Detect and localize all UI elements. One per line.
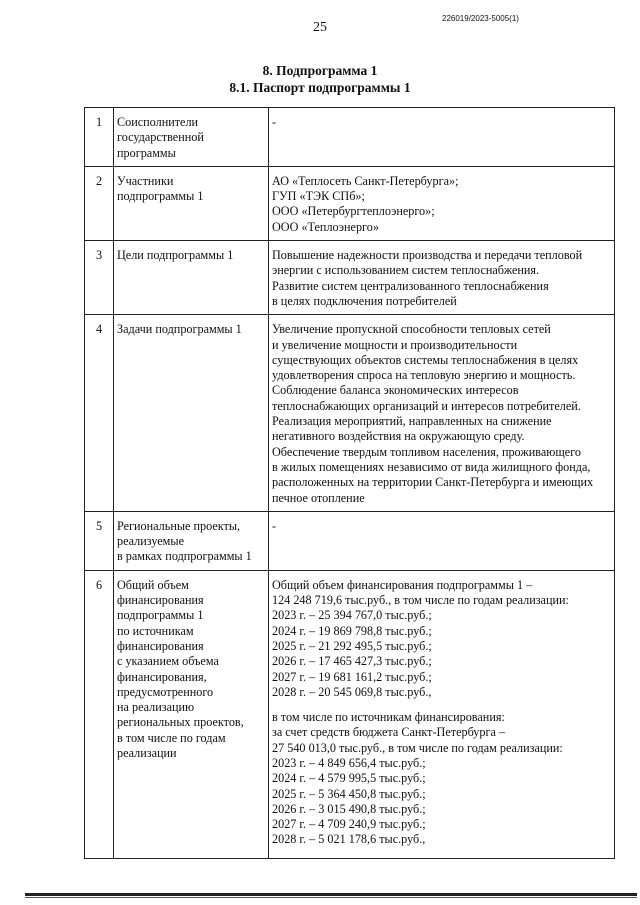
bottom-border-line (25, 897, 637, 898)
row-content (269, 315, 615, 512)
content-line: Реализация мероприятий, направленных на снижение (272, 414, 552, 429)
content-line: в том числе по источникам финансирования: (272, 710, 505, 725)
content-line: 124 248 719,6 тыс.руб., в том числе по годам реализации: (272, 593, 569, 608)
content-line: за счет средств бюджета Санкт-Петербурга – (272, 725, 506, 740)
document-id: 226019/2023-5005(1) (442, 14, 519, 23)
label-line: финансирования (117, 638, 204, 653)
label-line: Общий объем (117, 577, 189, 592)
row-number: 3 (85, 241, 114, 315)
label-line: Цели подпрограммы 1 (117, 248, 234, 263)
row-content (269, 511, 615, 570)
row-content (269, 108, 615, 167)
label-line: в том числе по годам (117, 730, 226, 745)
paragraph-gap (272, 700, 611, 710)
label-line: реализации (117, 745, 177, 760)
label-line: Задачи подпрограммы 1 (117, 322, 242, 337)
label-line: государственной (117, 130, 204, 145)
content-line: 2023 г. – 4 849 656,4 тыс.руб.; (272, 755, 426, 770)
label-line: предусмотренного (117, 684, 214, 699)
content-line: 2026 г. – 17 465 427,3 тыс.руб.; (272, 654, 432, 669)
row-label (114, 241, 269, 315)
table-row (85, 511, 615, 570)
content-line: 2028 г. – 5 021 178,6 тыс.руб., (272, 832, 426, 847)
label-line: Соисполнители (117, 115, 199, 129)
content-line: 2026 г. – 3 015 490,8 тыс.руб.; (272, 801, 426, 816)
content-line: 2025 г. – 21 292 495,5 тыс.руб.; (272, 638, 432, 653)
table-row (85, 315, 615, 512)
content-line: - (272, 518, 277, 533)
content-line: Общий объем финансирования подпрограммы 1 – (272, 577, 533, 592)
label-line: подпрограммы 1 (117, 608, 204, 623)
row-label (114, 108, 269, 167)
content-line: существующих объектов системы теплоснабжения в целях (272, 352, 579, 367)
content-line: удовлетворения спроса на тепловую энергию и мощность. (272, 368, 576, 383)
label-line: подпрограммы 1 (117, 189, 204, 204)
content-line: - (272, 115, 277, 129)
label-line: с указанием объема (117, 654, 219, 669)
content-line: 2023 г. – 25 394 767,0 тыс.руб.; (272, 608, 432, 623)
bottom-border-line (25, 893, 637, 896)
content-line: 2027 г. – 19 681 161,2 тыс.руб.; (272, 669, 432, 684)
table-row (85, 108, 615, 167)
content-line: Развитие систем централизованного теплоснабжения (272, 278, 549, 293)
row-number: 1 (85, 108, 114, 167)
passport-table (84, 107, 615, 859)
row-label (114, 511, 269, 570)
content-line: Увеличение пропускной способности тепловых сетей (272, 322, 551, 337)
content-line: АО «Теплосеть Санкт-Петербурга»; (272, 173, 459, 188)
page-number: 25 (313, 20, 327, 35)
content-line: Повышение надежности производства и передачи тепловой (272, 248, 583, 263)
row-number: 5 (85, 511, 114, 570)
content-line: в целях подключения потребителей (272, 293, 457, 308)
content-line: 2028 г. – 20 545 069,8 тыс.руб., (272, 684, 432, 699)
content-line: в жилых помещениях независимо от вида жилищного фонда, (272, 459, 591, 474)
table-row (85, 570, 615, 858)
content-line: теплоснабжающих организаций и интересов потребителей. (272, 398, 581, 413)
label-line: финансирования, (117, 669, 207, 684)
table-row (85, 166, 615, 240)
content-line: и увеличение мощности и производительности (272, 337, 518, 352)
content-line: негативного воздействия на окружающую среду. (272, 429, 525, 444)
section-title: 8. Подпрограмма 1 (262, 63, 378, 78)
content-line: 2025 г. – 5 364 450,8 тыс.руб.; (272, 786, 426, 801)
content-line: ООО «Теплоэнерго» (272, 219, 379, 234)
content-line: Обеспечение твердым топливом населения, проживающего (272, 444, 581, 459)
content-line: ГУП «ТЭК СПб»; (272, 189, 365, 204)
subsection-title: 8.1. Паспорт подпрограммы 1 (229, 80, 411, 95)
row-number: 2 (85, 166, 114, 240)
label-line: финансирования (117, 593, 204, 608)
label-line: региональных проектов, (117, 715, 244, 730)
label-line: на реализацию (117, 700, 195, 715)
row-content (269, 166, 615, 240)
row-content (269, 570, 615, 858)
label-line: в рамках подпрограммы 1 (117, 549, 252, 564)
row-number: 4 (85, 315, 114, 512)
content-line: энергии с использованием систем теплоснабжения. (272, 263, 540, 278)
content-line: расположенных на территории Санкт-Петербурга и имеющих (272, 475, 594, 490)
label-line: Региональные проекты, (117, 518, 241, 533)
label-line: реализуемые (117, 534, 184, 549)
content-line: 2024 г. – 4 579 995,5 тыс.руб.; (272, 771, 426, 786)
content-line: 2024 г. – 19 869 798,8 тыс.руб.; (272, 623, 432, 638)
content-line: 2027 г. – 4 709 240,9 тыс.руб.; (272, 817, 426, 832)
label-line: программы (117, 145, 176, 160)
content-line: Соблюдение баланса экономических интересов (272, 383, 519, 398)
content-line: печное отопление (272, 490, 365, 505)
table-row (85, 241, 615, 315)
label-line: Участники (117, 173, 174, 188)
row-label (114, 570, 269, 858)
label-line: по источникам (117, 623, 194, 638)
row-content (269, 241, 615, 315)
row-label (114, 315, 269, 512)
row-number: 6 (85, 570, 114, 858)
content-line: 27 540 013,0 тыс.руб., в том числе по годам реализации: (272, 740, 563, 755)
row-label (114, 166, 269, 240)
content-line: ООО «Петербургтеплоэнерго»; (272, 204, 435, 219)
